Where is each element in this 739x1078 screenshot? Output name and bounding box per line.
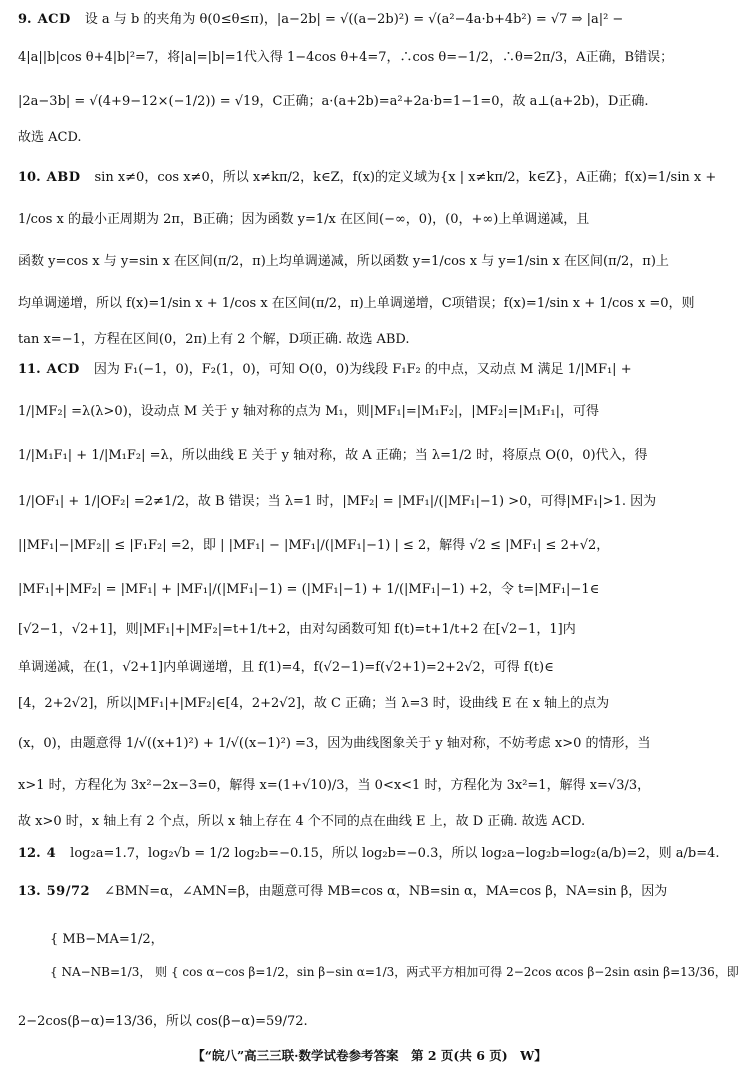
problem-number: 11. xyxy=(18,362,41,377)
problem-11-line-10: (x，0)，由题意得 1/√((x+1)²) + 1/√((x−1)²) =3，因为曲线图象关于 y 轴对称，不妨考虑 x>0 的情形，当 xyxy=(18,736,651,751)
solution-text: 因为 F₁(−1，0)，F₂(1，0)，可知 O(0，0)为线段 F₁F₂ 的中点，又动点 M 满足 1/|MF₁| + xyxy=(93,362,632,377)
problem-10-line-2: 1/cos x 的最小正周期为 2π，B正确；因为函数 y=1/x 在区间(−∞，0)，(0，+∞)上单调递减，且 xyxy=(18,212,590,227)
problem-9-line-2: 4|a||b|cos θ+4|b|²=7，将|a|=|b|=1代入得 1−4cos θ+4=7，∴cos θ=−1/2，∴θ=2π/3，A正确，B错误； xyxy=(18,50,674,65)
problem-11-line-12: 故 x>0 时，x 轴上有 2 个点，所以 x 轴上存在 4 个不同的点在曲线 E 上，故 D 正确. 故选 ACD. xyxy=(18,814,586,829)
problem-number: 10. xyxy=(18,170,41,185)
problem-13-line-1 xyxy=(0,882,739,902)
problem-11-line-7: [√2−1，√2+1]，则|MF₁|+|MF₂|=t+1/t+2，由对勾函数可知 f(t)=t+1/t+2 在[√2−1，1]内 xyxy=(18,622,576,637)
problem-11-line-3: 1/|M₁F₁| + 1/|M₁F₂| =λ，所以曲线 E 关于 y 轴对称，故 A 正确；当 λ=1/2 时，将原点 O(0，0)代入，得 xyxy=(18,448,648,463)
problem-11-line-4: 1/|OF₁| + 1/|OF₂| =2≠1/2，故 B 错误；当 λ=1 时，|MF₂| = |MF₁|/(|MF₁|−1) >0，可得|MF₁|>1. 因为 xyxy=(18,494,657,509)
problem-number: 9. xyxy=(18,12,32,27)
problem-11-line-2: 1/|MF₂| =λ(λ>0)，设动点 M 关于 y 轴对称的点为 M₁，则|MF₁|=|M₁F₂|，|MF₂|=|M₁F₁|，可得 xyxy=(18,404,600,419)
problem-number: 13. xyxy=(18,884,41,899)
problem-12-line-1 xyxy=(0,844,739,864)
problem-11-line-5: ||MF₁|−|MF₂|| ≤ |F₁F₂| =2，即 | |MF₁| − |MF₁|/(|MF₁|−1) | ≤ 2，解得 √2 ≤ |MF₁| ≤ 2+√2， xyxy=(18,538,610,553)
problem-10-line-3: 函数 y=cos x 与 y=sin x 在区间(π/2，π)上均单调递减，所以函数 y=1/cos x 与 y=1/sin x 在区间(π/2，π)上 xyxy=(18,254,669,269)
problem-13-line-2: { MB−MA=1/2， xyxy=(50,932,164,947)
problem-13-line-3: { NA−NB=1/3， 则 { cos α−cos β=1/2，sin β−sin α=1/3，两式平方相加可得 2−2cos αcos β−2sin αsin β=13/36，即 xyxy=(50,965,739,979)
problem-answer: ACD xyxy=(37,12,71,27)
problem-9-line-4: 故选 ACD. xyxy=(18,130,82,145)
page-footer: 【“皖八”高三三联·数学试卷参考答案 第 2 页(共 6 页) W】 xyxy=(192,1048,547,1063)
solution-text: sin x≠0，cos x≠0，所以 x≠kπ/2，k∈Z，f(x)的定义域为{x | x≠kπ/2，k∈Z}，A正确；f(x)=1/sin x + xyxy=(94,170,717,185)
problem-10-line-5: tan x=−1，方程在区间(0，2π)上有 2 个解，D项正确. 故选 ABD. xyxy=(18,332,410,347)
problem-answer: ACD xyxy=(46,362,80,377)
problem-answer: 59/72 xyxy=(46,884,91,899)
problem-9-line-3: |2a−3b| = √(4+9−12×(−1/2)) = √19，C正确；a·(a+2b)=a²+2a·b=1−1=0，故 a⊥(a+2b)，D正确. xyxy=(18,94,649,109)
solution-text: 设 a 与 b 的夹角为 θ(0≤θ≤π)，|a−2b| = √((a−2b)²) = √(a²−4a·b+4b²) = √7 ⇒ |a|² − xyxy=(84,12,624,27)
problem-number: 12. xyxy=(18,846,41,861)
problem-11-line-6: |MF₁|+|MF₂| = |MF₁| + |MF₁|/(|MF₁|−1) = (|MF₁|−1) + 1/(|MF₁|−1) +2，令 t=|MF₁|−1∈ xyxy=(18,582,600,597)
solution-text: ∠BMN=α，∠AMN=β，由题意可得 MB=cos α，NB=sin α，MA=cos β，NA=sin β，因为 xyxy=(104,884,668,899)
problem-11-line-8: 单调递减，在(1，√2+1]内单调递增，且 f(1)=4，f(√2−1)=f(√2+1)=2+2√2，可得 f(t)∈ xyxy=(18,660,554,675)
problem-13-line-4: 2−2cos(β−α)=13/36，所以 cos(β−α)=59/72. xyxy=(18,1014,308,1029)
problem-10-line-1 xyxy=(0,168,739,188)
problem-answer: ABD xyxy=(46,170,81,185)
solution-text: log₂a=1.7，log₂√b = 1/2 log₂b=−0.15，所以 log₂b=−0.3，所以 log₂a−log₂b=log₂(a/b)=2，则 a/b=4. xyxy=(70,846,720,861)
problem-9-line-1 xyxy=(0,10,739,30)
problem-answer: 4 xyxy=(46,846,57,861)
problem-11-line-11: x>1 时，方程化为 3x²−2x−3=0，解得 x=(1+√10)/3，当 0<x<1 时，方程化为 3x²=1，解得 x=√3/3， xyxy=(18,778,651,793)
problem-11-line-9: [4，2+2√2]，所以|MF₁|+|MF₂|∈[4，2+2√2]，故 C 正确；当 λ=3 时，设曲线 E 在 x 轴上的点为 xyxy=(18,696,610,711)
problem-11-line-1 xyxy=(0,360,739,380)
problem-10-line-4: 均单调递增，所以 f(x)=1/sin x + 1/cos x 在区间(π/2，π)上单调递增，C项错误；f(x)=1/sin x + 1/cos x =0，则 xyxy=(18,296,695,311)
